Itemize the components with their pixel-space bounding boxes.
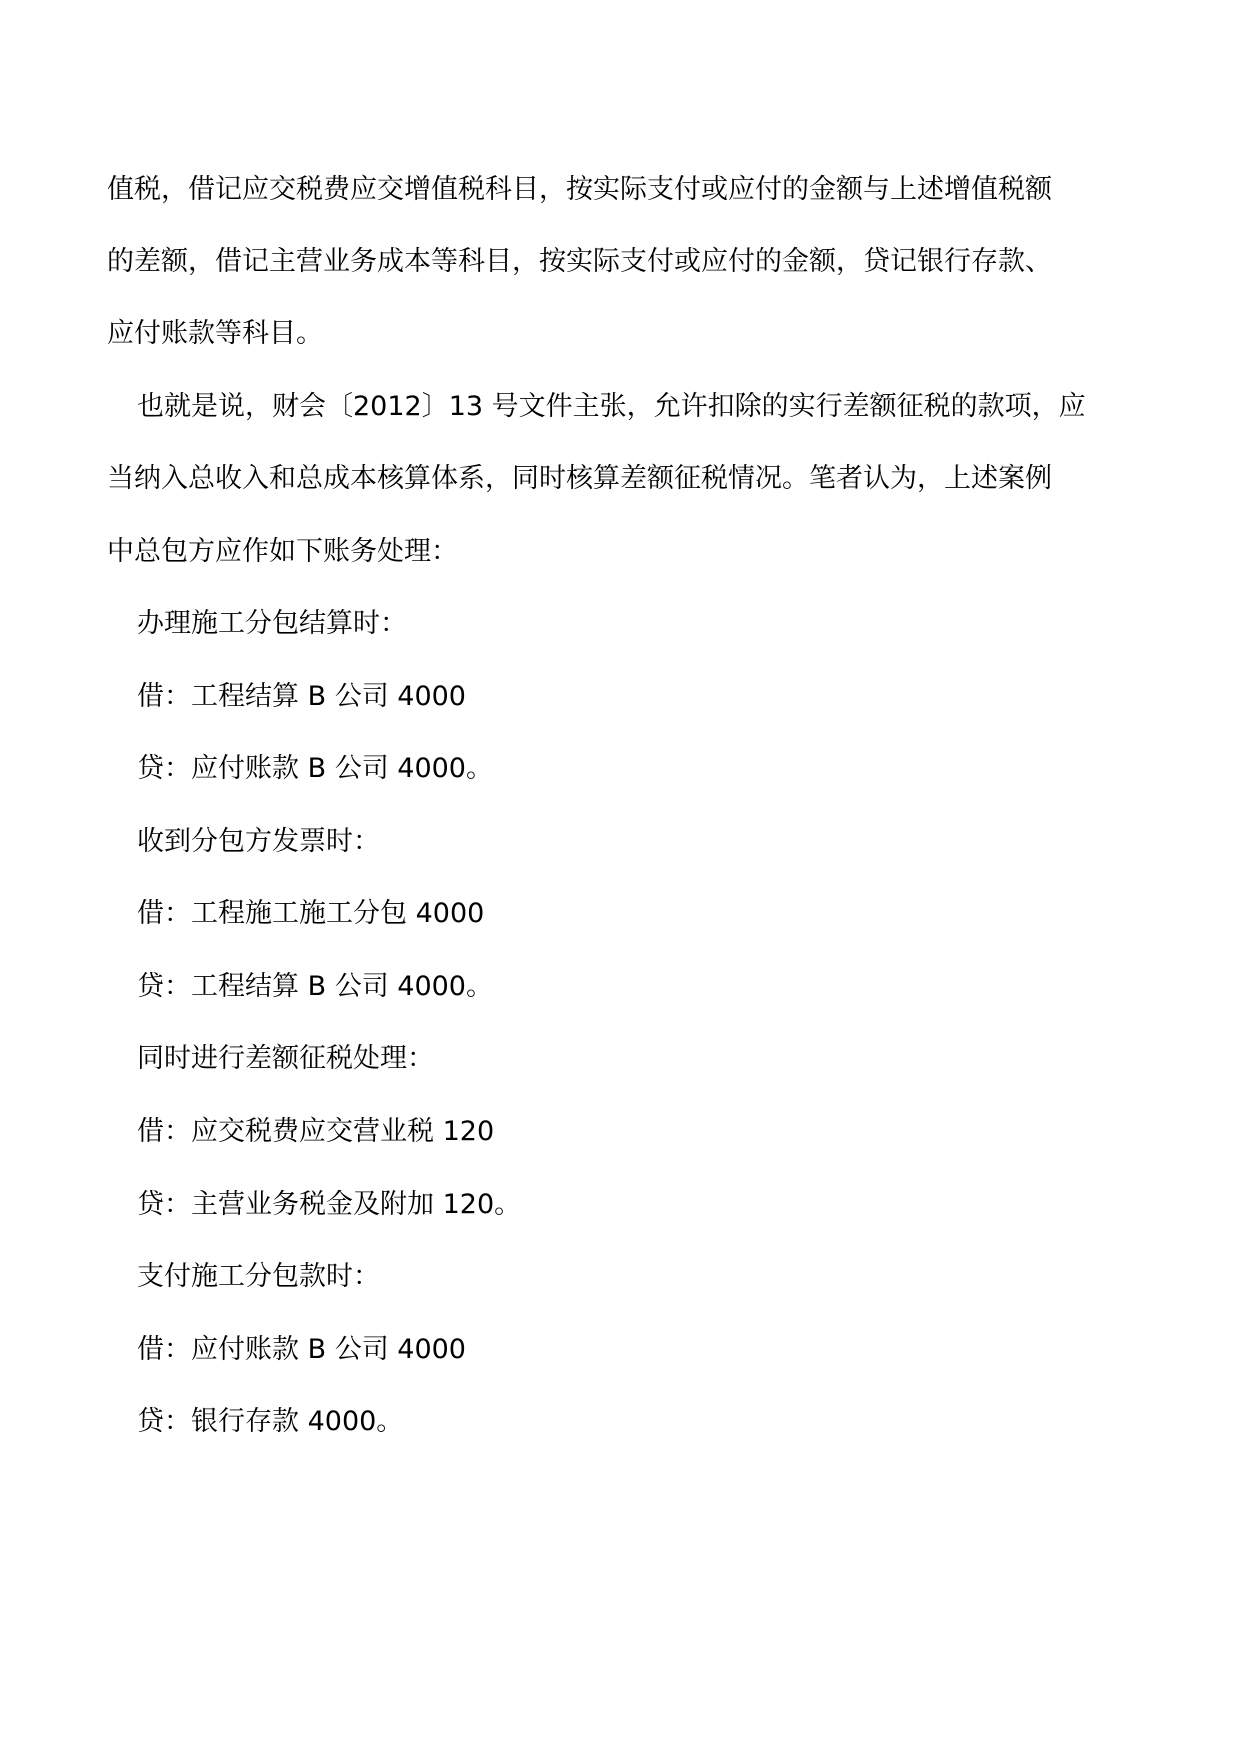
entry-credit-payment: 贷：银行存款 4000。 <box>137 1406 404 1437</box>
entry-debit-tax: 借：应交税费应交营业税 120 <box>137 1116 495 1147</box>
entry-heading-settlement: 办理施工分包结算时： <box>137 608 407 639</box>
paragraph-1-line-1: 值税，借记应交税费应交增值税科目，按实际支付或应付的金额与上述增值税额 <box>107 174 1052 205</box>
entry-credit-invoice: 贷：工程结算 B 公司 4000。 <box>137 971 493 1002</box>
entry-heading-invoice: 收到分包方发票时： <box>137 826 380 857</box>
paragraph-2-line-3: 中总包方应作如下账务处理： <box>107 536 458 567</box>
entry-credit-settlement: 贷：应付账款 B 公司 4000。 <box>137 753 493 784</box>
entry-debit-invoice: 借：工程施工施工分包 4000 <box>137 898 485 929</box>
entry-debit-payment: 借：应付账款 B 公司 4000 <box>137 1334 466 1365</box>
entry-debit-settlement: 借：工程结算 B 公司 4000 <box>137 681 466 712</box>
paragraph-1-line-2: 的差额，借记主营业务成本等科目，按实际支付或应付的金额，贷记银行存款、 <box>107 246 1052 277</box>
paragraph-2-line-1: 也就是说，财会〔2012〕13 号文件主张，允许扣除的实行差额征税的款项，应 <box>137 391 1086 422</box>
entry-heading-payment: 支付施工分包款时： <box>137 1261 380 1292</box>
entry-credit-tax: 贷：主营业务税金及附加 120。 <box>137 1189 522 1220</box>
entry-heading-tax: 同时进行差额征税处理： <box>137 1043 434 1074</box>
paragraph-1-line-3: 应付账款等科目。 <box>107 318 323 349</box>
paragraph-2-line-2: 当纳入总收入和总成本核算体系，同时核算差额征税情况。笔者认为，上述案例 <box>107 463 1052 494</box>
